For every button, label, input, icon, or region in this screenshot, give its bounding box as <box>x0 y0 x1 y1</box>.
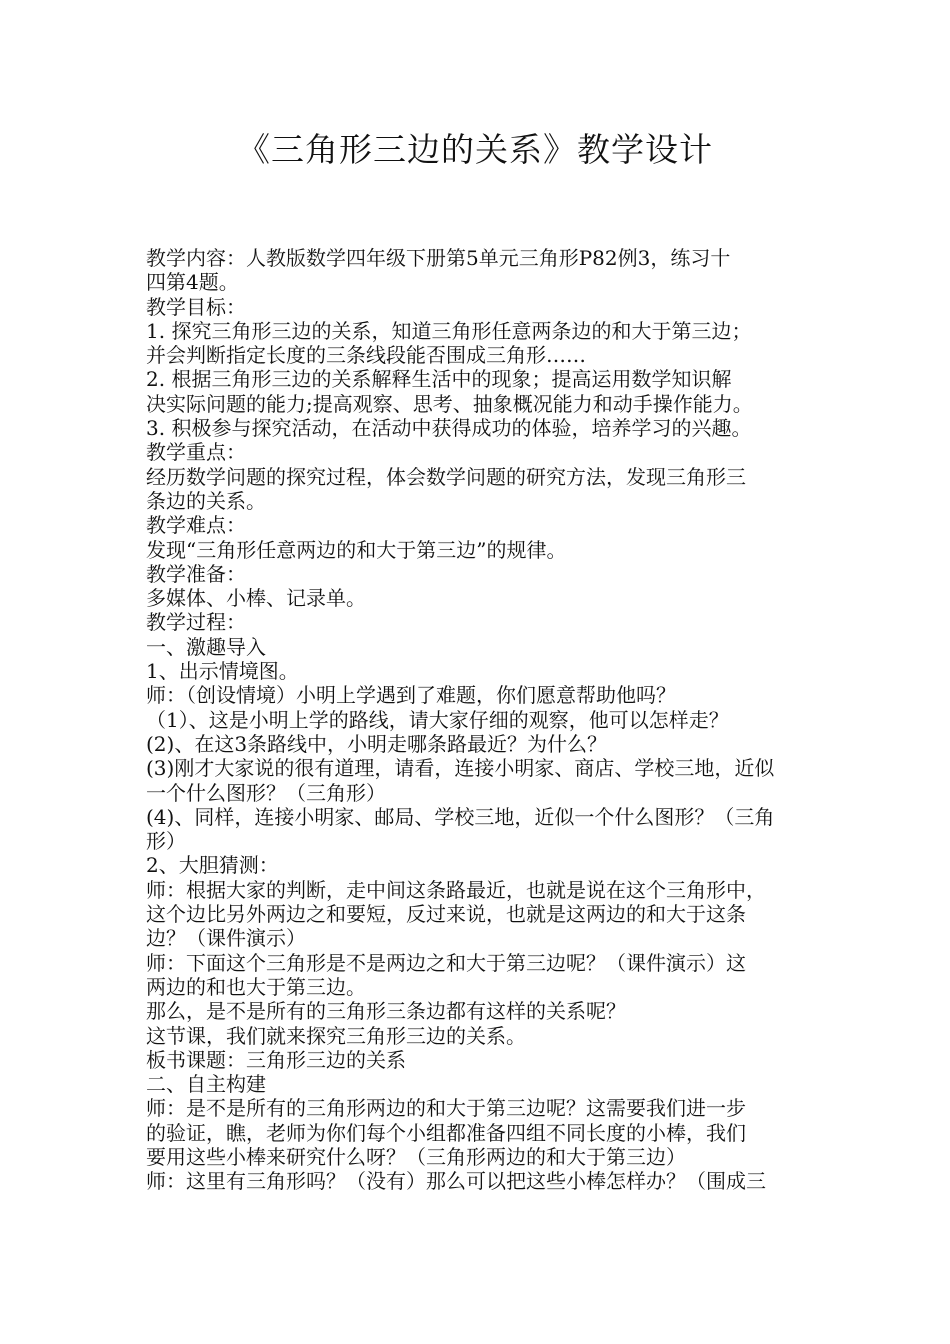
text-line: 决实际问题的能力;提高观察、思考、抽象概况能力和动手操作能力。 <box>146 391 753 416</box>
text-line: 四第4题。 <box>146 270 239 295</box>
text-line: 这个边比另外两边之和要短，反过来说，也就是这两边的和大于这条 <box>146 902 746 927</box>
text-line: 边？（课件演示） <box>146 926 306 951</box>
text-line: 的验证，瞧，老师为你们每个小组都准备四组不同长度的小棒，我们 <box>146 1120 746 1145</box>
text-line: 多媒体、小棒、记录单。 <box>146 586 366 611</box>
document-body <box>146 246 826 1194</box>
text-line: (4)、同样，连接小明家、邮局、学校三地，近似一个什么图形？（三角 <box>146 804 775 829</box>
text-line: 板书课题：三角形三边的关系 <box>146 1047 406 1072</box>
text-line: 一、激趣导入 <box>146 634 266 659</box>
text-line: 师：这里有三角形吗？（没有）那么可以把这些小棒怎样办？（围成三 <box>146 1169 766 1194</box>
text-line: 发现“三角形任意两边的和大于第三边”的规律。 <box>146 537 567 562</box>
text-line: 并会判断指定长度的三条线段能否围成三角形…… <box>146 343 586 368</box>
text-line: 师：是不是所有的三角形两边的和大于第三边呢？这需要我们进一步 <box>146 1096 746 1121</box>
text-line: 师：（创设情境）小明上学遇到了难题，你们愿意帮助他吗？ <box>146 683 676 708</box>
text-line: 条边的关系。 <box>146 488 266 513</box>
text-line: 教学重点： <box>146 440 246 465</box>
text-line: 1. 探究三角形三边的关系，知道三角形任意两条边的和大于第三边； <box>146 318 752 343</box>
text-line: 2. 根据三角形三边的关系解释生活中的现象；提高运用数学知识解 <box>146 367 732 392</box>
text-line: (3)刚才大家说的很有道理，请看，连接小明家、商店、学校三地，近似 <box>146 756 775 781</box>
text-line: 教学准备： <box>146 561 246 586</box>
text-line: (2)、在这3条路线中，小明走哪条路最近？为什么？ <box>146 731 608 756</box>
text-line: 两边的和也大于第三边。 <box>146 974 366 999</box>
text-line: 3. 积极参与探究活动，在活动中获得成功的体验，培养学习的兴趣。 <box>146 416 752 441</box>
text-line: 2、大胆猜测： <box>146 853 279 878</box>
text-line: 教学过程： <box>146 610 246 635</box>
text-line: 师：根据大家的判断，走中间这条路最近，也就是说在这个三角形中， <box>146 877 766 902</box>
text-line: 一个什么图形？（三角形） <box>146 780 386 805</box>
document-title: 《三角形三边的关系》教学设计 <box>237 130 713 169</box>
text-line: 教学难点： <box>146 513 246 538</box>
text-line: 1、出示情境图。 <box>146 659 299 684</box>
text-line: 教学目标： <box>146 294 246 319</box>
text-line: 那么，是不是所有的三角形三条边都有这样的关系呢？ <box>146 999 626 1024</box>
text-line: 教学内容：人教版数学四年级下册第5单元三角形P82例3，练习十 <box>146 246 731 270</box>
text-line: 师：下面这个三角形是不是两边之和大于第三边呢？（课件演示）这 <box>146 950 746 975</box>
text-line: （1）、这是小明上学的路线，请大家仔细的观察，他可以怎样走？ <box>146 707 729 732</box>
text-line: 二、自主构建 <box>146 1072 266 1097</box>
text-line: 这节课，我们就来探究三角形三边的关系。 <box>146 1023 526 1048</box>
text-line: 经历数学问题的探究过程，体会数学问题的研究方法，发现三角形三 <box>146 464 746 489</box>
text-line: 要用这些小棒来研究什么呀？（三角形两边的和大于第三边） <box>146 1144 686 1169</box>
text-line: 形） <box>146 829 186 854</box>
